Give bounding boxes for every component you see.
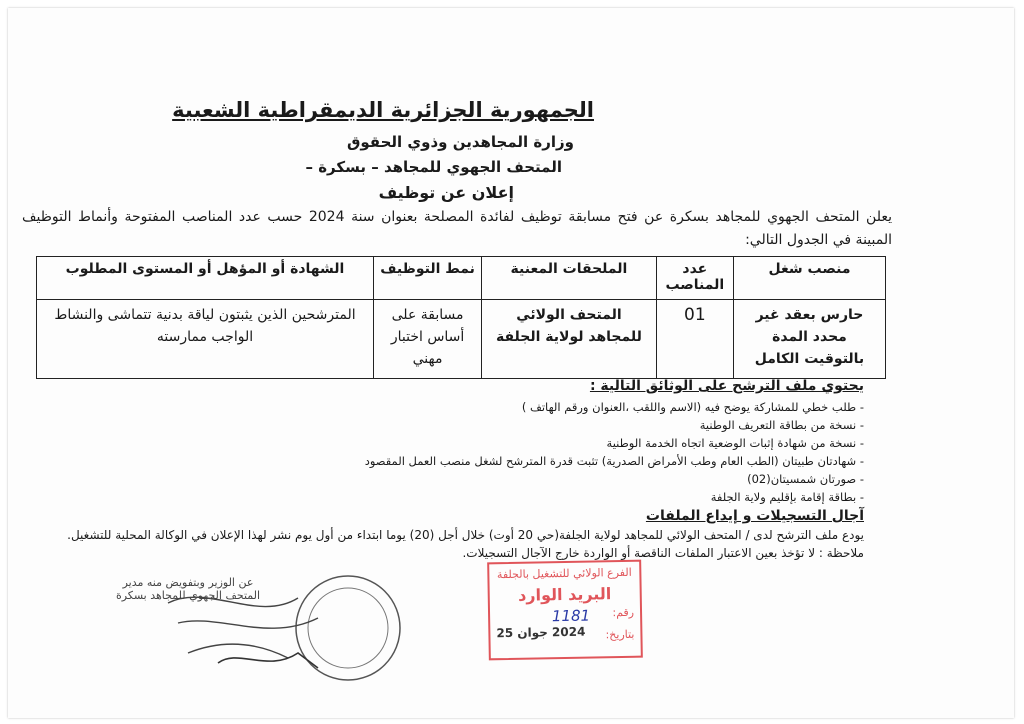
document-page [8,8,1014,718]
announcement-title: إعلان عن توظيف [378,183,514,202]
cell-position: حارس بعقد غير محدد المدة بالتوقيت الكامل [733,300,885,379]
ministry-title: وزارة المجاهدين وذوي الحقوق [346,133,574,151]
signature-text: عن الوزير وبتفويض منه مدير المتحف الجهوي للمجاهد بسكرة [115,576,261,602]
stamp-date-value: 2024 جوان 25 [496,624,586,641]
museum-title: المتحف الجهوي للمجاهد – بسكرة – [305,158,562,176]
list-item: - طلب خطي للمشاركة يوضح فيه (الاسم واللقب ،العنوان ورقم الهاتف ) [521,400,864,414]
documents-title: يحتوي ملف الترشح على الوثائق التالية : [589,378,864,394]
list-item: - نسخة من بطاقة التعريف الوطنية [699,418,864,432]
deadlines-text: يودع ملف الترشح لدى / المتحف الولائي للمجاهد لولاية الجلفة(حي 20 أوت) خلال أجل (20) يوما ابتداء من أول يوم نشر لهذا الإعلان في الوكالة المحلية للتشغيل. [67,528,864,542]
list-item: - نسخة من شهادة إثبات الوضعية اتجاه الخدمة الوطنية [606,436,864,450]
deadlines-note: ملاحظة : لا تؤخذ بعين الاعتبار الملفات الناقصة أو الواردة خارج الآجال التسجيلات. [462,546,864,560]
table-row [37,300,886,379]
incoming-mail-stamp [487,560,643,661]
cell-count: 01 [656,300,733,379]
list-item: - صورتان شمسيتان(02) [747,472,864,486]
stamp-mail-label: البريد الوارد [517,584,612,605]
header-annex: الملحقات المعنية [482,257,657,300]
deadlines-title: آجال التسجيلات و إيداع الملفات [645,508,864,524]
stamp-office: الفرع الولائي للتشغيل بالجلفة [496,565,632,582]
list-item: - شهادتان طبيتان (الطب العام وطب الأمراض الصدرية) تثبت قدرة المترشح لشغل منصب العمل المقصود [364,454,864,468]
cell-qualification: المترشحين الذين يثبتون لياقة بدنية تتماشى والنشاط الواجب ممارسته [37,300,374,379]
cell-mode: مسابقة على أساس اختبار مهني [374,300,482,379]
header-count: عدد المناصب [656,257,733,300]
list-item: - بطاقة إقامة بإقليم ولاية الجلفة [710,490,864,504]
stamp-number-value: 1181 [551,606,591,626]
stamp-date-label: بتاريخ: [605,627,635,642]
intro-paragraph: يعلن المتحف الجهوي للمجاهد بسكرة عن فتح مسابقة توظيف لفائدة المصلحة بعنوان سنة 2024 حسب عدد المناصب المفتوحة وأنماط التوظيف المبينة في الجدول التالي: [22,209,892,248]
cell-annex: المتحف الولائي للمجاهد لولاية الجلفة [482,300,657,379]
republic-title: الجمهورية الجزائرية الديمقراطية الشعبية [172,98,594,122]
stamp-number-label: رقم: [612,605,635,620]
header-position: منصب شغل [733,257,885,300]
jobs-table [36,256,886,379]
header-qualification: الشهادة أو المؤهل أو المستوى المطلوب [37,257,374,300]
table-header-row [37,257,886,300]
header-mode: نمط التوظيف [374,257,482,300]
documents-list [365,398,864,506]
